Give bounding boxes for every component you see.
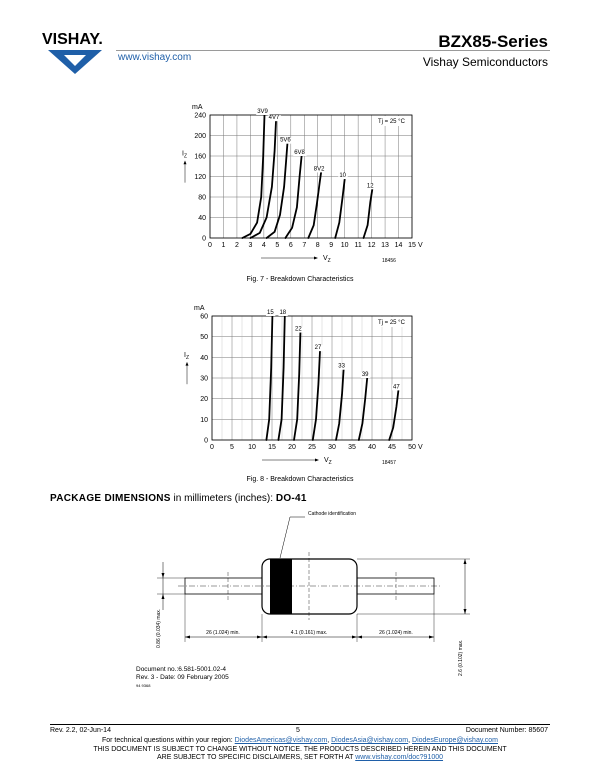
page-title: BZX85-Series [438, 32, 548, 51]
package-heading-bold: PACKAGE DIMENSIONS [50, 493, 171, 504]
logo-text: VISHAY. [42, 31, 103, 48]
x-tick-label: 10 [248, 444, 256, 451]
cathode-label: Cathode identification [308, 511, 357, 517]
series-label: 12 [366, 183, 374, 190]
series-label: 3V9 [257, 109, 268, 115]
footer-contact-line: For technical questions within your region: DiodesAmericas@vishay.com, DiodesAsia@vishay.com, DiodesEurope@vishay.com [101, 737, 498, 744]
x-tick-label: 25 [308, 444, 316, 451]
y-tick-label: 0 [204, 437, 208, 445]
y-unit-label: mA [192, 104, 203, 111]
x-tick-label: 15 [408, 242, 416, 249]
drawing-id: 94 9368 [136, 683, 151, 688]
x-tick-label: 0 [208, 242, 212, 249]
x-tick-label: 7 [302, 242, 307, 249]
x-tick-label: 3 [248, 242, 253, 249]
package-heading-type: DO-41 [275, 493, 307, 504]
series-label: 6V8 [294, 150, 305, 156]
figure-id: 18457 [382, 460, 396, 466]
y-tick-label: 40 [198, 215, 206, 222]
footer-rule [50, 724, 550, 725]
x-unit-label: V [418, 242, 423, 249]
email-asia-link[interactable]: DiodesAsia@vishay.com [331, 737, 409, 744]
website-link[interactable]: www.vishay.com [118, 52, 192, 63]
x-tick-label: 8 [315, 242, 320, 249]
x-tick-label: 50 [408, 444, 416, 451]
x-tick-label: 14 [394, 242, 403, 249]
package-heading-normal: in millimeters (inches): [170, 493, 276, 504]
y-tick-label: 10 [200, 416, 208, 424]
y-tick-label: 200 [194, 133, 206, 140]
condition-label: Tj = 25 °C [378, 320, 405, 326]
series-label: 33 [338, 363, 345, 370]
x-unit-label: V [418, 444, 423, 451]
y-tick-label: 120 [194, 174, 206, 181]
drawing-doc-info [136, 666, 229, 690]
x-tick-label: 2 [234, 242, 239, 249]
x-tick-label: 5 [230, 444, 234, 451]
x-tick-label: 45 [388, 444, 396, 451]
y-tick-label: 40 [200, 354, 208, 362]
x-tick-label: 15 [268, 444, 276, 451]
series-label: 5V6 [280, 137, 291, 144]
series-label: 8V2 [313, 166, 325, 173]
cathode-leader [280, 517, 290, 558]
email-europe-link[interactable]: DiodesEurope@vishay.com [412, 737, 498, 744]
x-tick-label: 10 [340, 242, 349, 249]
y-tick-label: 20 [200, 396, 208, 404]
x-axis-label: $V_Z$ [323, 255, 331, 264]
figure-id: 18456 [382, 258, 396, 264]
series-label: 39 [361, 372, 369, 378]
disclaimer-link[interactable]: www.vishay.com/doc?91000 [355, 754, 444, 761]
y-axis-label: $I_Z$ [182, 150, 188, 160]
page-number: 5 [296, 727, 300, 734]
series-label: 4V7 [268, 115, 280, 122]
dim-body-length: 4.1 (0.161) max. [290, 630, 328, 636]
x-tick-label: 0 [210, 444, 214, 451]
series-label: 22 [295, 326, 302, 333]
x-tick-label: 35 [348, 444, 356, 451]
footer-tech-prefix: For technical questions within your region: [101, 737, 235, 744]
footer-disclaimer-2: ARE SUBJECT TO SPECIFIC DISCLAIMERS, SET FORTH AT www.vishay.com/doc?91000 [156, 754, 444, 761]
dim-lead-diameter: 0.86 (0.034) max. [156, 608, 162, 648]
figure-8-caption: Fig. 8 - Breakdown Characteristics [246, 476, 354, 483]
series-label: 15 [267, 310, 274, 316]
footer-disclaimer-1: THIS DOCUMENT IS SUBJECT TO CHANGE WITHOUT NOTICE. THE PRODUCTS DESCRIBED HEREIN AND THIS DOCUMENT [93, 746, 507, 753]
footer-document-number: Document Number: 85607 [465, 727, 548, 734]
cathode-band [270, 559, 292, 614]
x-axis-label: $V_Z$ [324, 457, 332, 466]
series-label: 27 [314, 345, 322, 352]
y-tick-label: 160 [194, 153, 206, 161]
y-tick-label: 60 [200, 313, 208, 321]
drawing-doc-number: Document no.:6.581-5001.02-4 [136, 666, 226, 673]
page-subtitle: Vishay Semiconductors [422, 55, 548, 69]
y-axis-label: $I_Z$ [184, 351, 190, 361]
y-tick-label: 240 [194, 112, 206, 120]
series-label: 18 [279, 310, 287, 316]
dim-lead-right: 26 (1.024) min. [379, 630, 413, 636]
figure-7-caption: Fig. 7 - Breakdown Characteristics [246, 276, 354, 283]
y-tick-label: 30 [200, 375, 208, 383]
condition-label: Tj = 25 °C [378, 119, 405, 125]
x-tick-label: 13 [381, 242, 389, 249]
x-tick-label: 1 [221, 242, 226, 249]
x-tick-label: 12 [367, 242, 376, 249]
dim-lead-left: 26 (1.024) min. [206, 630, 240, 636]
x-tick-label: 40 [368, 444, 376, 451]
y-unit-label: mA [194, 305, 205, 312]
x-tick-label: 30 [328, 444, 336, 451]
y-tick-label: 0 [202, 235, 206, 243]
drawing-doc-revision: Rev. 3 - Date: 09 February 2005 [136, 674, 229, 681]
x-tick-label: 11 [354, 242, 362, 249]
x-tick-label: 20 [288, 444, 296, 451]
series-label: 47 [393, 384, 400, 391]
dim-body-diameter: 2.6 (0.102) max. [458, 639, 464, 676]
email-americas-link[interactable]: DiodesAmericas@vishay.com [234, 737, 328, 744]
x-tick-label: 4 [261, 242, 266, 249]
x-tick-label: 9 [329, 242, 334, 249]
y-tick-label: 50 [200, 334, 208, 342]
x-tick-label: 6 [288, 242, 293, 249]
footer-revision: Rev. 2.2, 02-Jun-14 [50, 727, 111, 734]
y-tick-label: 80 [198, 194, 206, 202]
x-tick-label: 5 [275, 242, 280, 249]
series-label: 10 [339, 173, 347, 180]
